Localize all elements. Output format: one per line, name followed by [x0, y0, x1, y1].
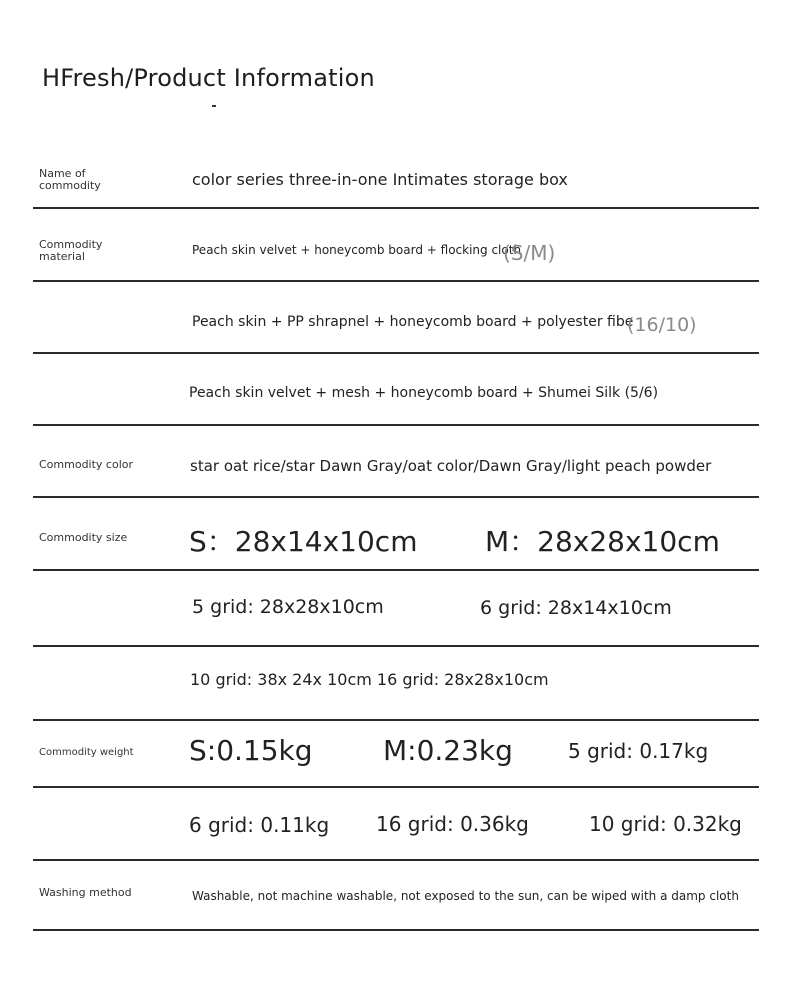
value-name: color series three-in-one Intimates storage box: [192, 170, 568, 189]
value-weight-s: S:0.15kg: [189, 734, 313, 767]
row-divider: [33, 352, 759, 354]
row-divider: [33, 929, 759, 931]
value-size-grid6: 6 grid: 28x14x10cm: [480, 597, 672, 619]
page-title: HFresh/Product Information: [42, 64, 375, 92]
row-divider: [33, 280, 759, 282]
label-washing: Washing method: [39, 886, 132, 899]
value-size-grid5: 5 grid: 28x28x10cm: [192, 596, 384, 618]
value-material-3: Peach skin velvet + mesh + honeycomb board + Shumei Silk (5/6): [189, 385, 659, 401]
row-divider: [33, 496, 759, 498]
label-name: Name of commodity: [39, 167, 101, 192]
value-size-s: S：28x14x10cm: [189, 525, 418, 558]
row-divider: [33, 569, 759, 571]
value-weight-grid6: 6 grid: 0.11kg: [189, 813, 330, 837]
value-weight-m: M:0.23kg: [383, 734, 513, 767]
value-material-1: Peach skin velvet + honeycomb board + flocking cloth: [192, 243, 522, 257]
label-color: Commodity color: [39, 458, 134, 471]
label-size: Commodity size: [39, 531, 128, 544]
value-size-m: M：28x28x10cm: [485, 525, 720, 558]
title-mark: [212, 105, 216, 107]
value-material-1-note: (S/M): [503, 241, 556, 265]
value-weight-grid16: 16 grid: 0.36kg: [376, 812, 529, 836]
value-weight-grid10: 10 grid: 0.32kg: [589, 812, 742, 836]
value-weight-grid5: 5 grid: 0.17kg: [568, 739, 709, 763]
label-weight: Commodity weight: [39, 747, 134, 758]
value-color: star oat rice/star Dawn Gray/oat color/Dawn Gray/light peach powder: [190, 457, 712, 475]
row-divider: [33, 645, 759, 647]
row-divider: [33, 859, 759, 861]
value-size-grid10-16: 10 grid: 38x 24x 10cm 16 grid: 28x28x10cm: [190, 670, 549, 689]
value-material-2: Peach skin + PP shrapnel + honeycomb board + polyester fibe: [192, 314, 634, 330]
row-divider: [33, 207, 759, 209]
row-divider: [33, 424, 759, 426]
value-washing: Washable, not machine washable, not exposed to the sun, can be wiped with a damp cloth: [192, 889, 739, 903]
row-divider: [33, 719, 759, 721]
row-divider: [33, 786, 759, 788]
value-material-2-note: (16/10): [627, 314, 697, 336]
label-material: Commodity material: [39, 238, 103, 263]
